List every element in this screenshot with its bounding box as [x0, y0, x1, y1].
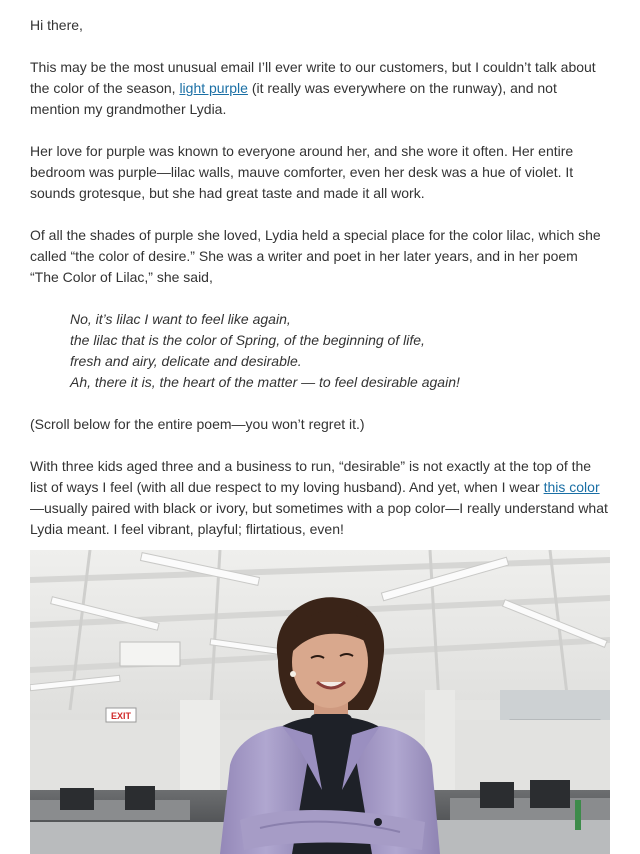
- photo-woman-lilac-blazer-icon: [30, 550, 610, 854]
- email-body: [30, 15, 610, 561]
- paragraph-intro: This may be the most unusual email I’ll ever write to our customers, but I couldn’t talk about the color of the season, light purple (it really was everywhere on the runway), and not mention my grandmother Lydia.: [30, 59, 596, 117]
- paragraph-scroll-note: (Scroll below for the entire poem—you won’t regret it.): [30, 416, 365, 432]
- poem-line: the lilac that is the color of Spring, of the beginning of life,: [70, 332, 425, 348]
- poem-line: No, it’s lilac I want to feel like again,: [70, 311, 291, 327]
- this-color-link[interactable]: this color: [543, 479, 600, 495]
- greeting: Hi there,: [30, 17, 83, 33]
- light-purple-link[interactable]: light purple: [179, 80, 248, 96]
- poem-line: Ah, there it is, the heart of the matter — to feel desirable again!: [70, 374, 460, 390]
- hero-photo: [30, 550, 610, 854]
- poem-excerpt: [70, 309, 610, 393]
- paragraph-desirable: With three kids aged three and a business to run, “desirable” is not exactly at the top of the list of ways I feel (with all due respect to my loving husband). And yet, when I wear this color—usually paired with black or ivory, but sometimes with a pop color—I really understand what Lydia meant. I feel vibrant, playful; flirtatious, even!: [30, 458, 608, 537]
- paragraph-lilac: Of all the shades of purple she loved, Lydia held a special place for the color lilac, which she called “the color of desire.” She was a writer and poet in her later years, and in her poem “The Color of Lilac,” she said,: [30, 227, 601, 285]
- paragraph-bedroom: Her love for purple was known to everyone around her, and she wore it often. Her entire bedroom was purple—lilac walls, mauve comforter, even her desk was a hue of violet. It sounds grotesque, but she had great taste and made it all work.: [30, 143, 574, 201]
- exit-sign: EXIT: [110, 711, 132, 721]
- poem-line: fresh and airy, delicate and desirable.: [70, 353, 302, 369]
